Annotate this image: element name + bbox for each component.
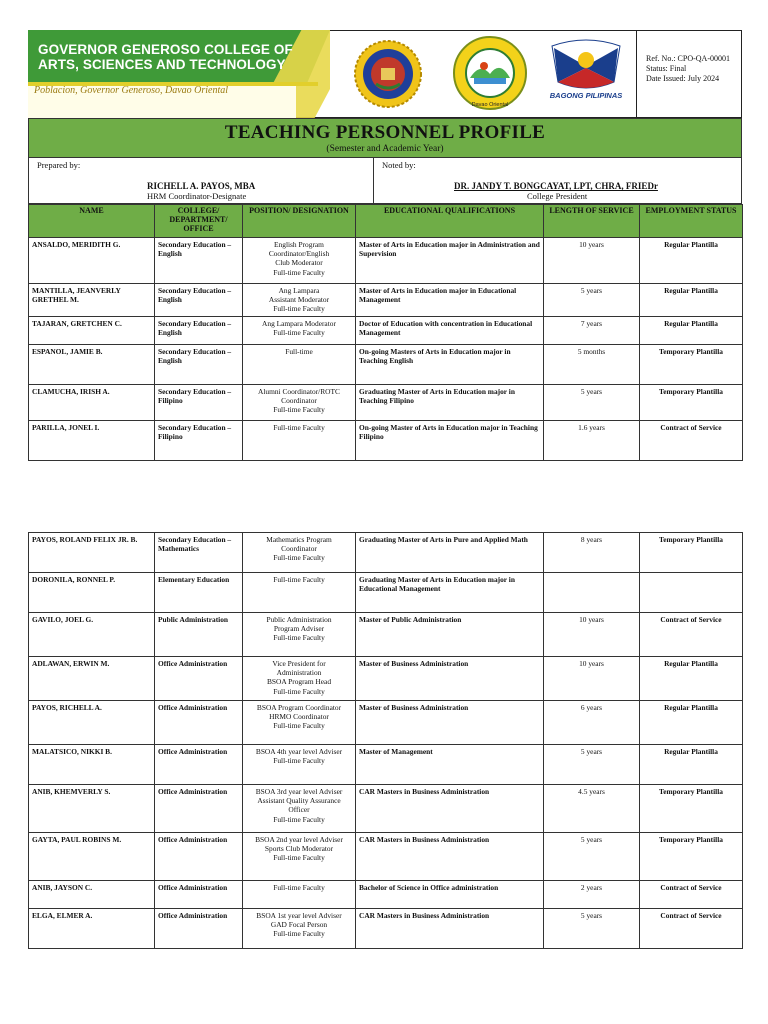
page-title: TEACHING PERSONNEL PROFILE bbox=[224, 122, 546, 143]
cell-position bbox=[243, 657, 356, 701]
cell-length: 7 years bbox=[544, 316, 640, 344]
cell-education: CAR Masters in Business Administration bbox=[356, 785, 544, 833]
position-line: Full-time Faculty bbox=[273, 327, 325, 337]
cell-education: On-going Masters of Arts in Education major in Teaching English bbox=[356, 344, 544, 384]
cell-status: Regular Plantilla bbox=[640, 238, 743, 284]
cell-position bbox=[243, 613, 356, 657]
table-row bbox=[29, 420, 743, 460]
cell-name: TAJARAN, GRETCHEN C. bbox=[29, 316, 155, 344]
position-line: Mathematics Program bbox=[266, 535, 332, 544]
cell-department: Secondary Education – English bbox=[155, 284, 243, 317]
position-line: Full-time Faculty bbox=[273, 721, 325, 731]
position-line: English Program bbox=[274, 240, 324, 249]
cell-education: Bachelor of Science in Office administration bbox=[356, 881, 544, 909]
position-line: BSOA Program Coordinator bbox=[256, 703, 342, 712]
cell-education: Graduating Master of Arts in Pure and Applied Math bbox=[356, 533, 544, 573]
position-line: Full-time Faculty bbox=[273, 883, 325, 892]
bagong-pilipinas-label: BAGONG PILIPINAS bbox=[549, 91, 623, 100]
doc-status: Status: Final bbox=[646, 64, 687, 73]
cell-position bbox=[243, 833, 356, 881]
cell-department: Office Administration bbox=[155, 909, 243, 949]
cell-length: 2 years bbox=[544, 881, 640, 909]
cell-status: Temporary Plantilla bbox=[640, 533, 743, 573]
cell-name: PAYOS, ROLAND FELIX JR. B. bbox=[29, 533, 155, 573]
cell-status: Contract of Service bbox=[640, 909, 743, 949]
cell-department: Office Administration bbox=[155, 833, 243, 881]
cell-status: Regular Plantilla bbox=[640, 284, 743, 317]
cell-name: ANIB, KHEMVERLY S. bbox=[29, 785, 155, 833]
position-line: HRMO Coordinator bbox=[269, 712, 329, 722]
position-line: Full-time Faculty bbox=[273, 929, 325, 939]
cell-length: 5 years bbox=[544, 284, 640, 317]
noted-name: DR. JANDY T. BONGCAYAT, LPT, CHRA, FRIEDr bbox=[454, 181, 658, 191]
col-header-education: EDUCATIONAL QUALIFICATIONS bbox=[356, 205, 544, 238]
page-subtitle: (Semester and Academic Year) bbox=[326, 144, 444, 154]
ref-divider bbox=[636, 30, 637, 118]
position-line: GAD Focal Person bbox=[270, 920, 328, 930]
cell-education: Graduating Master of Arts in Education major in Teaching Filipino bbox=[356, 384, 544, 420]
signatory-divider bbox=[373, 158, 374, 203]
position-line: Full-time Faculty bbox=[273, 405, 325, 415]
cell-education: Doctor of Education with concentration in Educational Management bbox=[356, 316, 544, 344]
personnel-table-page2 bbox=[28, 532, 743, 949]
cell-education: Master of Business Administration bbox=[356, 657, 544, 701]
cell-length: 5 years bbox=[544, 384, 640, 420]
position-line: Coordinator/English bbox=[268, 249, 330, 259]
position-line: Coordinator bbox=[281, 544, 317, 554]
cell-length: 6 years bbox=[544, 701, 640, 745]
position-line: Sports Club Moderator bbox=[264, 844, 334, 854]
table-row bbox=[29, 573, 743, 613]
cell-position bbox=[243, 420, 356, 460]
position-line: Assistant Quality Assurance bbox=[257, 796, 341, 806]
cell-status: Regular Plantilla bbox=[640, 701, 743, 745]
cell-education: Master of Public Administration bbox=[356, 613, 544, 657]
position-line: Public Administration bbox=[266, 615, 332, 624]
cell-name: MALATSICO, NIKKI B. bbox=[29, 745, 155, 785]
cell-status: Contract of Service bbox=[640, 613, 743, 657]
table-body-page1 bbox=[29, 238, 743, 461]
cell-education: On-going Master of Arts in Education major in Teaching Filipino bbox=[356, 420, 544, 460]
cell-name: ANIB, JAYSON C. bbox=[29, 881, 155, 909]
col-header-name: NAME bbox=[29, 205, 155, 238]
position-line: Full-time Faculty bbox=[273, 814, 325, 824]
cell-length: 10 years bbox=[544, 657, 640, 701]
cell-department: Secondary Education – English bbox=[155, 316, 243, 344]
position-line: Full-time Faculty bbox=[273, 422, 325, 432]
prepared-name: RICHELL A. PAYOS, MBA bbox=[147, 181, 256, 191]
position-line: Coordinator bbox=[281, 395, 317, 405]
cell-department: Elementary Education bbox=[155, 573, 243, 613]
cell-department: Secondary Education – Mathematics bbox=[155, 533, 243, 573]
position-line: Full-time Faculty bbox=[273, 853, 325, 863]
cell-position bbox=[243, 533, 356, 573]
college-banner bbox=[28, 30, 330, 118]
cell-name: ELGA, ELMER A. bbox=[29, 909, 155, 949]
table-row bbox=[29, 785, 743, 833]
position-line: Ang Lampara Moderator bbox=[262, 318, 336, 328]
cell-position bbox=[243, 573, 356, 613]
table-row bbox=[29, 344, 743, 384]
noted-position: College President bbox=[527, 191, 588, 201]
cell-education: Master of Business Administration bbox=[356, 701, 544, 745]
cell-position bbox=[243, 316, 356, 344]
cell-name: ESPANOL, JAMIE B. bbox=[29, 344, 155, 384]
cell-department: Office Administration bbox=[155, 785, 243, 833]
position-line: Full-time Faculty bbox=[273, 304, 325, 314]
table-row bbox=[29, 881, 743, 909]
table-row bbox=[29, 384, 743, 420]
cell-status: Contract of Service bbox=[640, 881, 743, 909]
position-line: Full-time Faculty bbox=[273, 267, 325, 277]
cell-position bbox=[243, 785, 356, 833]
position-line: BSOA Program Head bbox=[266, 677, 332, 687]
cell-education: Master of Management bbox=[356, 745, 544, 785]
cell-department: Public Administration bbox=[155, 613, 243, 657]
position-line: Program Adviser bbox=[273, 624, 325, 634]
col-header-position: POSITION/ DESIGNATION bbox=[243, 205, 356, 238]
position-line: Full-time Faculty bbox=[273, 756, 325, 766]
cell-department: Secondary Education – English bbox=[155, 238, 243, 284]
position-line: Full-time Faculty bbox=[273, 553, 325, 563]
cell-length: 10 years bbox=[544, 238, 640, 284]
cell-name: ANSALDO, MERIDITH G. bbox=[29, 238, 155, 284]
cell-name: MANTILLA, JEANVERLY GRETHEL M. bbox=[29, 284, 155, 317]
position-line: BSOA 4th year level Adviser bbox=[255, 747, 343, 756]
cell-length: 5 months bbox=[544, 344, 640, 384]
table-row bbox=[29, 745, 743, 785]
cell-length: 5 years bbox=[544, 833, 640, 881]
position-line: Alumni Coordinator/ROTC bbox=[258, 386, 340, 396]
position-line: Administration bbox=[276, 668, 322, 678]
cell-name: GAVILO, JOEL G. bbox=[29, 613, 155, 657]
position-line: Full-time Faculty bbox=[273, 686, 325, 696]
cell-position bbox=[243, 238, 356, 284]
municipality-seal-logo bbox=[444, 34, 536, 112]
col-header-department: COLLEGE/ DEPARTMENT/ OFFICE bbox=[155, 205, 243, 238]
position-line: Ang Lampara bbox=[278, 286, 320, 295]
cell-length: 8 years bbox=[544, 533, 640, 573]
cell-length: 10 years bbox=[544, 613, 640, 657]
position-line: Club Moderator bbox=[275, 258, 323, 268]
cell-status: Contract of Service bbox=[640, 420, 743, 460]
bagong-pilipinas-logo bbox=[540, 38, 632, 102]
table-row bbox=[29, 701, 743, 745]
cell-length: 4.5 years bbox=[544, 785, 640, 833]
cell-name: PARILLA, JONEL I. bbox=[29, 420, 155, 460]
table-row bbox=[29, 833, 743, 881]
position-line: Full-time Faculty bbox=[273, 633, 325, 643]
col-header-status: EMPLOYMENT STATUS bbox=[640, 205, 743, 238]
cell-department: Office Administration bbox=[155, 745, 243, 785]
ref-number: Ref. No.: CPO-QA-00001 bbox=[646, 54, 730, 63]
table-row bbox=[29, 284, 743, 317]
cell-department: Secondary Education – English bbox=[155, 344, 243, 384]
position-line: Officer bbox=[288, 805, 310, 815]
cell-length: 1.6 years bbox=[544, 420, 640, 460]
college-name: GOVERNOR GENEROSO COLLEGE OF ARTS, SCIENCES AND TECHNOLOGY bbox=[38, 42, 293, 72]
cell-department: Office Administration bbox=[155, 701, 243, 745]
position-line: BSOA 1st year level Adviser bbox=[256, 911, 342, 920]
table-row bbox=[29, 613, 743, 657]
cell-status: Temporary Plantilla bbox=[640, 384, 743, 420]
cell-department: Secondary Education – Filipino bbox=[155, 420, 243, 460]
cell-status: Temporary Plantilla bbox=[640, 785, 743, 833]
cell-education: Master of Arts in Education major in Administration and Supervision bbox=[356, 238, 544, 284]
college-seal-logo bbox=[342, 38, 434, 110]
cell-length: 5 years bbox=[544, 745, 640, 785]
table-row bbox=[29, 238, 743, 284]
document-reference-block bbox=[646, 54, 730, 84]
date-issued: Date Issued: July 2024 bbox=[646, 74, 720, 83]
cell-status bbox=[640, 573, 743, 613]
college-address: Poblacion, Governor Generoso, Davao Oriental bbox=[34, 85, 229, 96]
cell-status: Regular Plantilla bbox=[640, 745, 743, 785]
signatories-row bbox=[28, 158, 742, 204]
cell-length bbox=[544, 573, 640, 613]
cell-name: ADLAWAN, ERWIN M. bbox=[29, 657, 155, 701]
cell-status: Regular Plantilla bbox=[640, 657, 743, 701]
cell-status: Temporary Plantilla bbox=[640, 833, 743, 881]
cell-name: CLAMUCHA, IRISH A. bbox=[29, 384, 155, 420]
cell-education: CAR Masters in Business Administration bbox=[356, 909, 544, 949]
cell-education: Graduating Master of Arts in Education major in Educational Management bbox=[356, 573, 544, 613]
cell-education: Master of Arts in Education major in Educational Management bbox=[356, 284, 544, 317]
prepared-label: Prepared by: bbox=[37, 160, 81, 170]
prepared-position: HRM Coordinator-Designate bbox=[147, 191, 247, 201]
table-row bbox=[29, 533, 743, 573]
cell-department: Secondary Education – Filipino bbox=[155, 384, 243, 420]
table-body-page2 bbox=[29, 533, 743, 949]
cell-position bbox=[243, 384, 356, 420]
cell-department: Office Administration bbox=[155, 657, 243, 701]
position-line: Vice President for bbox=[272, 659, 326, 668]
cell-name: DORONILA, RONNEL P. bbox=[29, 573, 155, 613]
col-header-length: LENGTH OF SERVICE bbox=[544, 205, 640, 238]
cell-status: Temporary Plantilla bbox=[640, 344, 743, 384]
cell-name: GAYTA, PAUL ROBINS M. bbox=[29, 833, 155, 881]
cell-length: 5 years bbox=[544, 909, 640, 949]
cell-status: Regular Plantilla bbox=[640, 316, 743, 344]
position-line: BSOA 3rd year level Adviser bbox=[255, 787, 343, 796]
cell-position bbox=[243, 745, 356, 785]
cell-education: CAR Masters in Business Administration bbox=[356, 833, 544, 881]
table-row bbox=[29, 657, 743, 701]
cell-position bbox=[243, 284, 356, 317]
cell-position bbox=[243, 909, 356, 949]
cell-name: PAYOS, RICHELL A. bbox=[29, 701, 155, 745]
table-row bbox=[29, 316, 743, 344]
title-band bbox=[28, 118, 742, 158]
position-line: Full-time Faculty bbox=[273, 575, 325, 584]
position-line: BSOA 2nd year level Adviser bbox=[255, 835, 343, 844]
noted-label: Noted by: bbox=[382, 160, 416, 170]
position-line: Assistant Moderator bbox=[268, 295, 330, 305]
cell-position bbox=[243, 701, 356, 745]
cell-department: Office Administration bbox=[155, 881, 243, 909]
seal-subtext: Davao Oriental bbox=[471, 102, 509, 108]
cell-position bbox=[243, 881, 356, 909]
table-row bbox=[29, 909, 743, 949]
personnel-table-page1 bbox=[28, 204, 743, 461]
position-line: Full-time bbox=[285, 346, 313, 356]
cell-position bbox=[243, 344, 356, 384]
